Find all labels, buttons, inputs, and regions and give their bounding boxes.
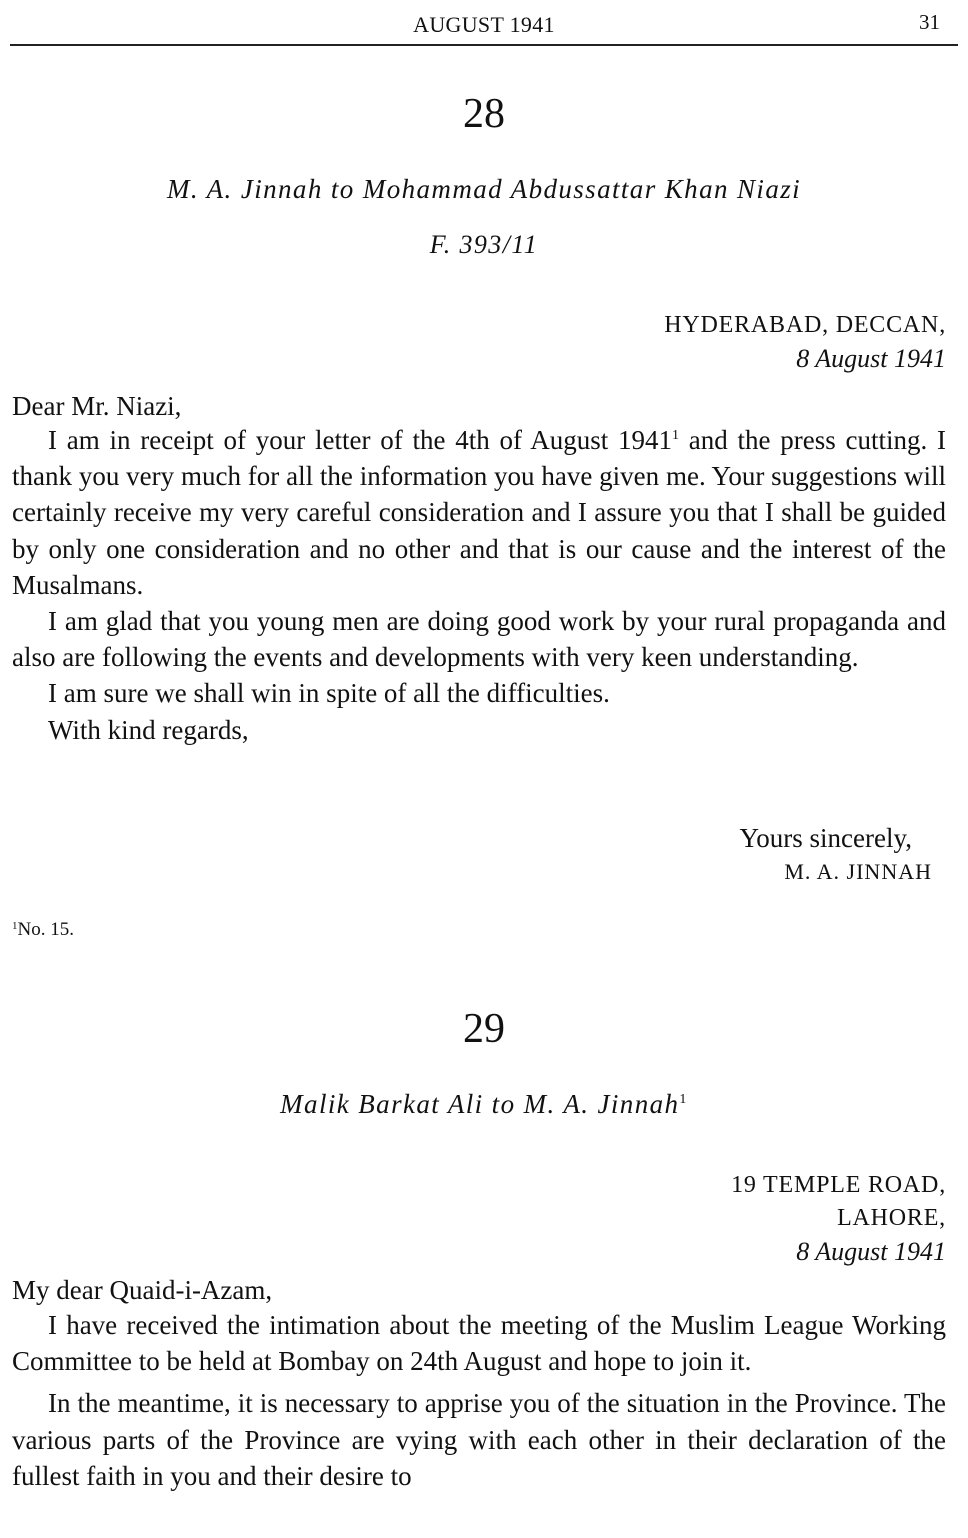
closing: Yours sincerely, (739, 823, 912, 853)
dateline-place: HYDERABAD, DECCAN, (664, 312, 946, 338)
paragraph: In the meantime, it is necessary to apprise you of the situation in the Province. The various parts of the Province are vying with each other in their declaration of the fullest faith in you and their desire to (12, 1388, 946, 1491)
document-number-28: 28 (463, 91, 505, 137)
dateline-28 (664, 309, 946, 375)
paragraph-text: and the press cutting. I thank you very much for all the information you have given me. Your suggestions will certainly receive my very careful consideration and I assure you that I shall be guided by only one consideration and no other and that is our cause and the interest of the Musalmans. (12, 425, 946, 600)
running-header (10, 4, 958, 46)
address-line: LAHORE, (837, 1205, 946, 1231)
signoff-28 (739, 821, 932, 889)
document-heading-29 (0, 1089, 968, 1120)
footnote-28 (12, 919, 74, 941)
dateline-date: 8 August 1941 (796, 1237, 946, 1266)
paragraph: I am glad that you young men are doing good work by your rural propaganda and also are following the events and developments with very keen understanding. (12, 606, 946, 673)
letter-body-29 (12, 1307, 946, 1494)
heading-text: Malik Barkat Ali to M. A. Jinnah (280, 1089, 680, 1119)
document-heading-28: M. A. Jinnah to Mohammad Abdussattar Khan Niazi (166, 174, 802, 204)
running-title: AUGUST 1941 (413, 12, 555, 37)
signature: M. A. JINNAH (784, 859, 932, 884)
footnote-mark: 1 (12, 920, 18, 932)
document-number-29 (0, 1005, 968, 1053)
paragraph: I am sure we shall win in spite of all the difficulties. (48, 678, 610, 709)
dateline-29 (731, 1169, 946, 1268)
letter-body-28 (12, 422, 946, 748)
address-line: 19 TEMPLE ROAD, (731, 1172, 946, 1198)
salutation-28: Dear Mr. Niazi, (12, 391, 182, 421)
salutation-29: My dear Quaid-i-Azam, (12, 1275, 273, 1305)
paragraph: With kind regards, (48, 714, 249, 745)
document-number-text: 29 (463, 1006, 505, 1052)
paragraph: I have received the intimation about the meeting of the Muslim League Working Committee to be held at Bombay on 24th August and hope to join it. (12, 1310, 946, 1377)
file-reference: F. 393/11 (429, 230, 539, 259)
footnote-reference: 1 (679, 1092, 688, 1107)
dateline-date: 8 August 1941 (796, 344, 946, 373)
paragraph (12, 422, 946, 603)
page-number: 31 (919, 10, 940, 34)
paragraph-text: I am in receipt of your letter of the 4th of August 1941 (48, 425, 672, 455)
footnote-reference: 1 (672, 428, 679, 443)
footnote-text: No. 15. (17, 919, 74, 940)
